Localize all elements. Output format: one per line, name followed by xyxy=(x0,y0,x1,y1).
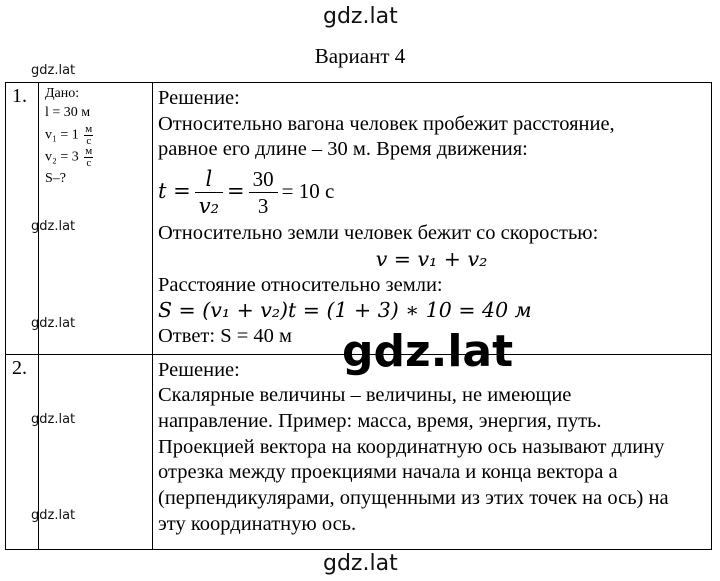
formula-lhs: t = xyxy=(158,179,191,204)
watermark-center: gdz.lat xyxy=(342,326,514,377)
solution-text: (перпендикулярами, опущенными из этих точек на ось) на xyxy=(158,487,669,510)
solution-text: отрезка между проекциями начала и конца вектора а xyxy=(158,461,618,484)
given-v2-unit xyxy=(84,146,93,169)
unit-denominator: с xyxy=(86,135,92,147)
task-number: 2. xyxy=(6,354,39,549)
given-v2-label: v₂ = 3 xyxy=(45,149,79,165)
formula-rhs: = 10 с xyxy=(281,179,335,204)
solution-cell-2 xyxy=(153,354,712,549)
formula-equals: = xyxy=(227,179,245,204)
solution-table xyxy=(5,82,712,550)
solution-text: Расстояние относительно земли: xyxy=(158,273,443,296)
velocity-formula: v = v₁ + v₂ xyxy=(375,246,488,271)
solution-text: направление. Пример: масса, время, энергия, путь. xyxy=(158,410,602,433)
fraction-30-over-3 xyxy=(249,166,278,219)
watermark-side: gdz.lat xyxy=(31,63,76,78)
distance-formula: S = (v₁ + v₂)t = (1 + 3) ∗ 10 = 40 м xyxy=(158,298,532,323)
answer-line: Ответ: S = 40 м xyxy=(158,324,293,347)
given-v2 xyxy=(45,146,152,168)
task-row-1 xyxy=(6,83,712,355)
unit-denominator: с xyxy=(86,157,92,169)
given-heading: Дано: xyxy=(45,86,80,101)
solution-cell-1 xyxy=(153,83,712,355)
task-row-2 xyxy=(6,354,712,549)
given-v1 xyxy=(45,124,152,146)
fraction-numerator: 30 xyxy=(249,166,278,193)
watermark-side: gdz.lat xyxy=(31,219,76,234)
watermark-side: gdz.lat xyxy=(31,508,76,523)
fraction-l-over-v2 xyxy=(195,166,223,219)
solution-text: равное его длине – 30 м. Время движения: xyxy=(158,138,528,161)
watermark-side: gdz.lat xyxy=(31,316,76,331)
solution-text: Относительно земли человек бежит со скоростью: xyxy=(158,222,599,245)
given-find: S–? xyxy=(45,171,66,186)
fraction-denominator: 3 xyxy=(257,193,269,218)
task-number: 1. xyxy=(6,83,39,355)
solution-text: эту координатную ось. xyxy=(158,512,357,535)
given-length: l = 30 м xyxy=(45,105,91,120)
solution-heading: Решение: xyxy=(158,87,240,109)
variant-title: Вариант 4 xyxy=(314,44,406,68)
time-formula xyxy=(158,163,705,221)
solution-text: Скалярные величины – величины, не имеющие xyxy=(158,384,572,407)
given-v1-unit xyxy=(84,124,93,147)
unit-numerator: м xyxy=(85,123,93,135)
unit-numerator: м xyxy=(85,145,93,157)
watermark-top: gdz.lat xyxy=(323,4,398,29)
solution-text: Относительно вагона человек пробежит расстояние, xyxy=(158,112,615,135)
solution-heading: Решение: xyxy=(158,358,240,381)
fraction-numerator: l xyxy=(195,166,223,193)
given-v1-label: v₁ = 1 xyxy=(45,127,79,143)
given-block xyxy=(39,83,152,190)
watermark-side: gdz.lat xyxy=(31,412,76,427)
fraction-denominator: v₂ xyxy=(198,193,220,218)
solution-text: Проекцией вектора на координатную ось называют длину xyxy=(158,435,665,458)
watermark-bottom: gdz.lat xyxy=(323,551,398,576)
